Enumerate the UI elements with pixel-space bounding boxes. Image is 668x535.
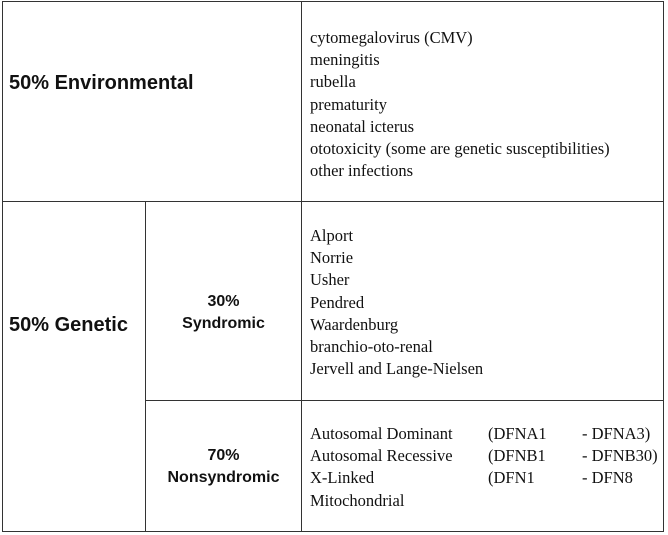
list-item: prematurity xyxy=(310,94,387,114)
nonsyndromic-percent: 70% xyxy=(207,447,240,464)
list-item: Mitochondrial xyxy=(310,490,405,510)
syndromic-percent: 30% xyxy=(207,293,240,310)
list-item: X-Linked (DFN1 - DFN8 xyxy=(310,468,633,488)
nonsyndromic-label xyxy=(146,445,301,489)
column-divider xyxy=(301,1,302,532)
list-item: rubella xyxy=(310,72,356,92)
list-item: ototoxicity (some are genetic susceptibilities) xyxy=(310,139,610,159)
genetic-row-divider xyxy=(145,400,664,401)
list-item: Alport xyxy=(310,226,354,245)
nonsyndromic-causes xyxy=(310,423,658,512)
nonsyndromic-title: Nonsyndromic xyxy=(167,469,280,486)
list-item: meningitis xyxy=(310,50,380,70)
syndromic-title: Syndromic xyxy=(182,315,265,332)
list-item: cytomegalovirus (CMV) xyxy=(310,28,473,47)
syndromic-causes xyxy=(310,225,483,380)
row-divider xyxy=(2,201,664,202)
environmental-label: 50% Environmental xyxy=(9,72,194,94)
list-item: Waardenburg xyxy=(310,314,399,334)
list-item: Pendred xyxy=(310,292,365,312)
list-item: Autosomal Dominant (DFNA1 - DFNA3) xyxy=(310,424,651,443)
environmental-causes xyxy=(310,27,610,182)
list-item: Autosomal Recessive (DFNB1 - DFNB30) xyxy=(310,446,658,466)
list-item: branchio-oto-renal xyxy=(310,337,433,357)
list-item: Norrie xyxy=(310,248,354,268)
genetic-label: 50% Genetic xyxy=(9,314,128,336)
list-item: other infections xyxy=(310,161,414,181)
syndromic-label xyxy=(146,291,301,335)
list-item: Jervell and Lange-Nielsen xyxy=(310,359,484,379)
list-item: neonatal icterus xyxy=(310,116,414,136)
list-item: Usher xyxy=(310,270,350,290)
